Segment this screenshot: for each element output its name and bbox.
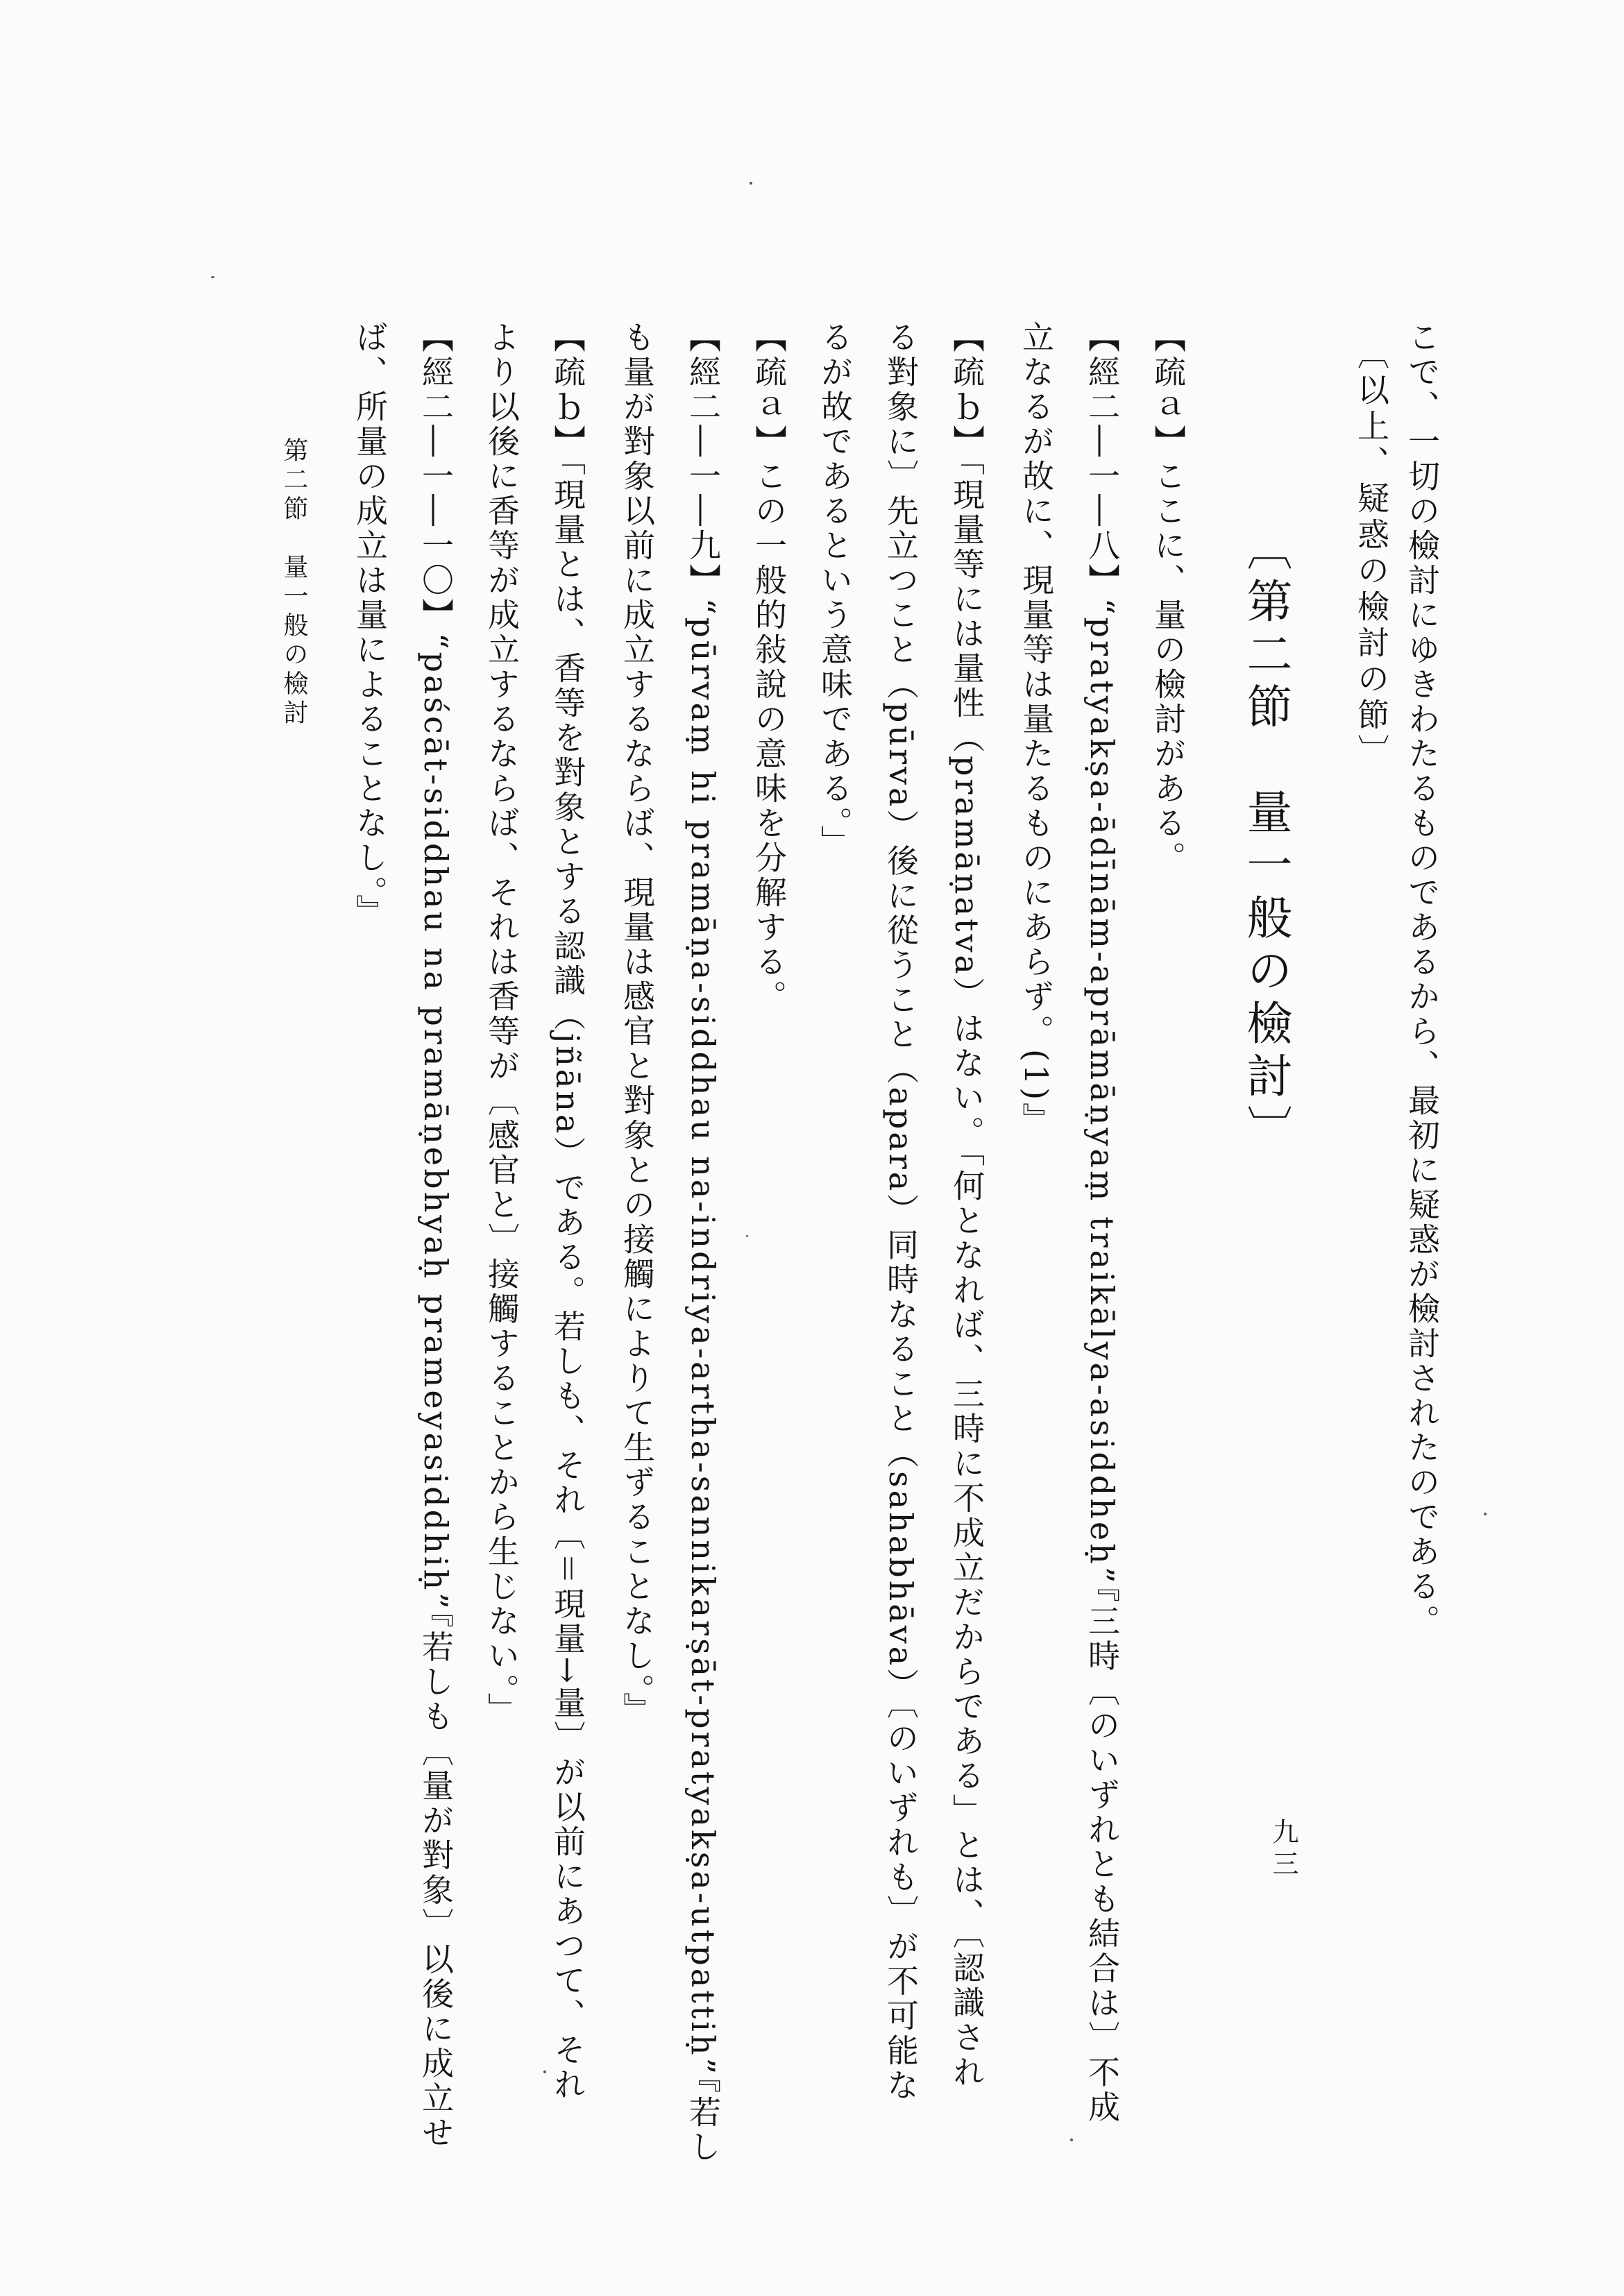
page-number: 九三 [1268,1818,1299,1882]
body-line-1: こで、一切の檢討にゆきわたるものであるから、最初に疑惑が檢討されたのである。 [1403,321,1441,1639]
body-line-9: るが故であるという意味である。」 [816,321,854,860]
ink-speck [750,182,752,185]
ink-speck [543,2070,546,2073]
body-line-6: 立なるが故に、現量等は量たるものにあらず。(1)』 [1017,321,1055,1138]
body-line-10: 【疏ａ】この一般的敍說の意味を分解する。 [750,321,788,1014]
body-line-11: 【經二―一―九】“pūrvaṃ hi pramāṇa-siddhau na-indriya-artha-sannikarṣāt-pratyakṣa-utpattiḥ”『若し [684,321,722,2166]
body-line-14: より以後に香等が成立するならば、それは香等が〔感官と〕接觸することから生じない。」 [483,321,521,1727]
ink-speck [1070,2138,1073,2141]
ink-speck [1484,1513,1487,1515]
body-line-8: る對象に〕先立つこと（pūrva）後に從うこと（apara）同時なること（sahabhāva）〔のいずれも〕が不可能な [882,321,920,2104]
section-end-note: 〔以上、疑惑の檢討の節〕 [1353,337,1390,770]
body-line-16: ば、所量の成立は量によることなし。』 [351,321,389,929]
body-line-15: 【經二―一―一〇】“paścāt-siddhau na pramāṇebhyaḥ prameyasiddhiḥ”『若しも〔量が對象〕以後に成立せ [417,321,455,2151]
body-line-5: 【經二―一―八】“pratyakṣa-ādīnām-aprāmāṇyaṃ traikālya-asiddheḥ”『三時〔のいずれとも結合は〕不成 [1083,321,1121,2125]
body-line-13: 【疏ｂ】「現量とは、香等を對象とする認識（jñāna）である。若しも、それ〔＝現量→量〕が以前にあつて、それ [549,321,586,2102]
section-heading: 〔第二節 量一般の檢討〕 [1239,525,1292,1157]
running-head: 第二節 量一般の檢討 [280,437,308,729]
body-line-4: 【疏ａ】ここに、量の檢討がある。 [1149,321,1187,876]
body-line-12: も量が對象以前に成立するならば、現量は感官と對象との接觸によりて生ずることなし。』 [618,321,656,1727]
body-line-7: 【疏ｂ】「現量等には量性（pramāṇatva）はない。「何となれば、三時に不成立だからである」とは、〔認識され [948,321,986,2090]
ink-speck [211,276,214,278]
ink-speck [746,1235,748,1237]
